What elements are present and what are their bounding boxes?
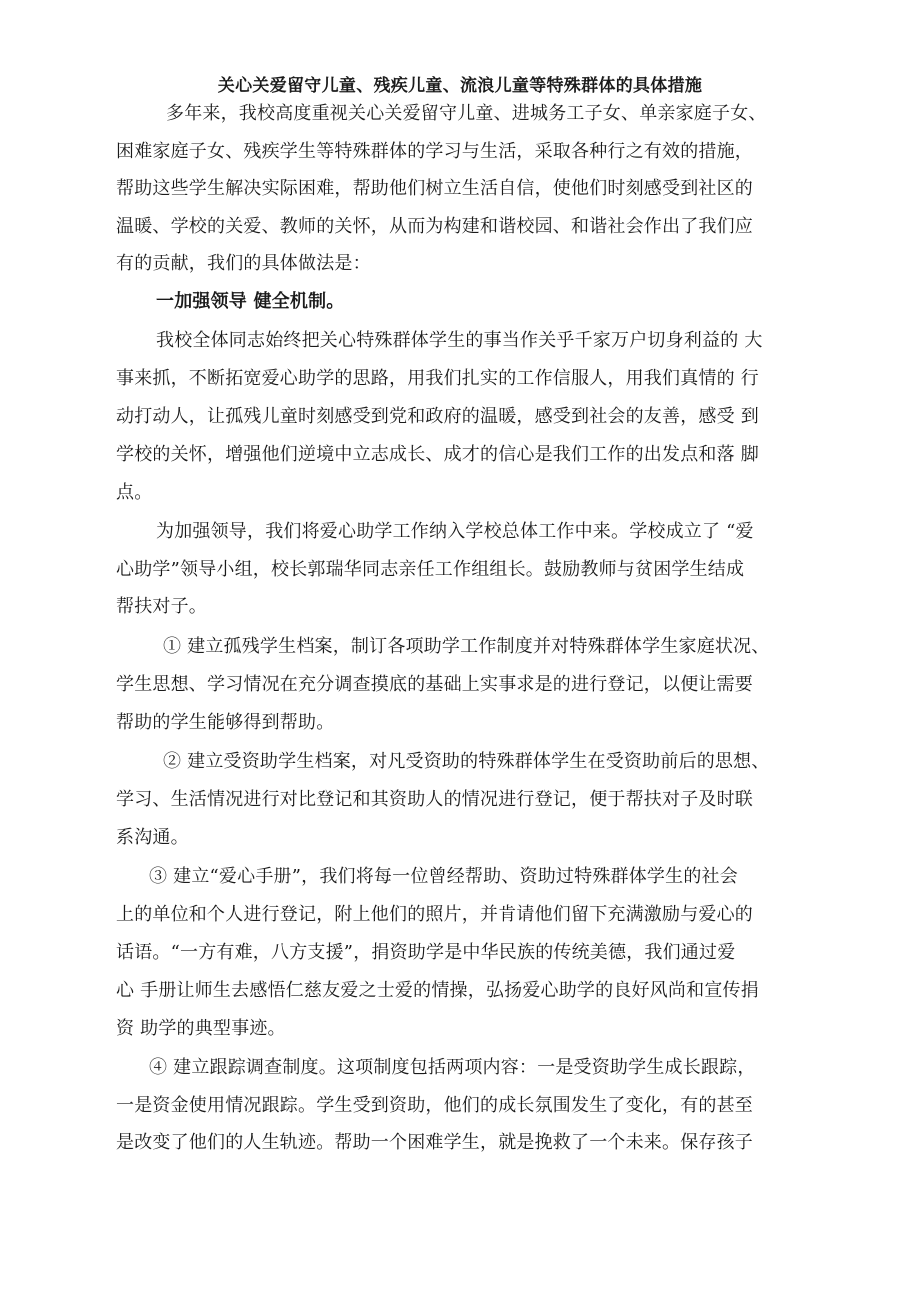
paragraph-line: 帮扶对子。: [116, 596, 207, 617]
paragraph-line: 学习、生活情况进行对比登记和其资助人的情况进行登记，便于帮扶对子及时联: [116, 789, 753, 810]
paragraph-line: 多年来，我校高度重视关心关爱留守儿童、进城务工子女、单亲家庭子女、: [166, 103, 767, 124]
paragraph-line: 帮助的学生能够得到帮助。: [116, 712, 335, 733]
paragraph-line: 心 手册让师生去感悟仁慈友爱之士爱的情操，弘扬爱心助学的良好风尚和宣传捐: [116, 980, 759, 1001]
paragraph-line: 为加强领导，我们将爱心助学工作纳入学校总体工作中来。学校成立了 “爱: [156, 521, 754, 542]
paragraph-line: ② 建立受资助学生档案，对凡受资助的特殊群体学生在受资助前后的思想、: [163, 751, 770, 772]
document-title: 关心关爱留守儿童、残疾儿童、流浪儿童等特殊群体的具体措施: [217, 76, 703, 96]
paragraph-line: 上的单位和个人进行登记，附上他们的照片，并肯请他们留下充满激励与爱心的: [116, 904, 753, 925]
paragraph-line: 话语。“一方有难，八方支援”，捐资助学是中华民族的传统美德，我们通过爱: [116, 942, 736, 963]
paragraph-line: 资 助学的典型事迹。: [116, 1018, 286, 1039]
paragraph-line: ④ 建立跟踪调查制度。这项制度包括两项内容：一是受资助学生成长跟踪，: [149, 1057, 756, 1078]
paragraph-line: 有的贡献，我们的具体做法是：: [116, 253, 371, 274]
paragraph-line: 学生思想、学习情况在充分调查摸底的基础上实事求是的进行登记，以便让需要: [116, 674, 753, 695]
paragraph-line: 帮助这些学生解决实际困难，帮助他们树立生活自信，使他们时刻感受到社区的: [116, 178, 753, 199]
paragraph-line: 事来抓，不断拓宽爱心助学的思路，用我们扎实的工作信服人，用我们真情的 行: [116, 368, 759, 389]
paragraph-line: 动打动人，让孤残儿童时刻感受到党和政府的温暖，感受到社会的友善，感受 到: [116, 406, 759, 427]
paragraph-line: 温暖、学校的关爱、教师的关怀，从而为构建和谐校园、和谐社会作出了我们应: [116, 216, 753, 237]
paragraph-line: 一是资金使用情况跟踪。学生受到资助，他们的成长氛围发生了变化，有的甚至: [116, 1095, 753, 1116]
paragraph-line: 我校全体同志始终把关心特殊群体学生的事当作关乎千家万户切身利益的 大: [156, 330, 763, 351]
paragraph-line: 是改变了他们的人生轨迹。帮助一个困难学生，就是挽救了一个未来。保存孩子: [116, 1132, 753, 1153]
section-heading: 一加强领导 健全机制。: [156, 291, 345, 312]
paragraph-line: 学校的关怀，增强他们逆境中立志成长、成才的信心是我们工作的出发点和落 脚: [116, 444, 759, 465]
paragraph-line: 困难家庭子女、残疾学生等特殊群体的学习与生活，采取各种行之有效的措施，: [116, 141, 753, 162]
paragraph-line: 点。: [116, 482, 153, 503]
paragraph-line: ③ 建立“爱心手册”，我们将每一位曾经帮助、资助过特殊群体学生的社会: [149, 866, 738, 887]
paragraph-line: 系沟通。: [116, 827, 189, 848]
paragraph-line: 心助学”领导小组，校长郭瑞华同志亲任工作组组长。鼓励教师与贫困学生结成: [116, 559, 745, 580]
paragraph-line: ① 建立孤残学生档案，制订各项助学工作制度并对特殊群体学生家庭状况、: [163, 636, 770, 657]
